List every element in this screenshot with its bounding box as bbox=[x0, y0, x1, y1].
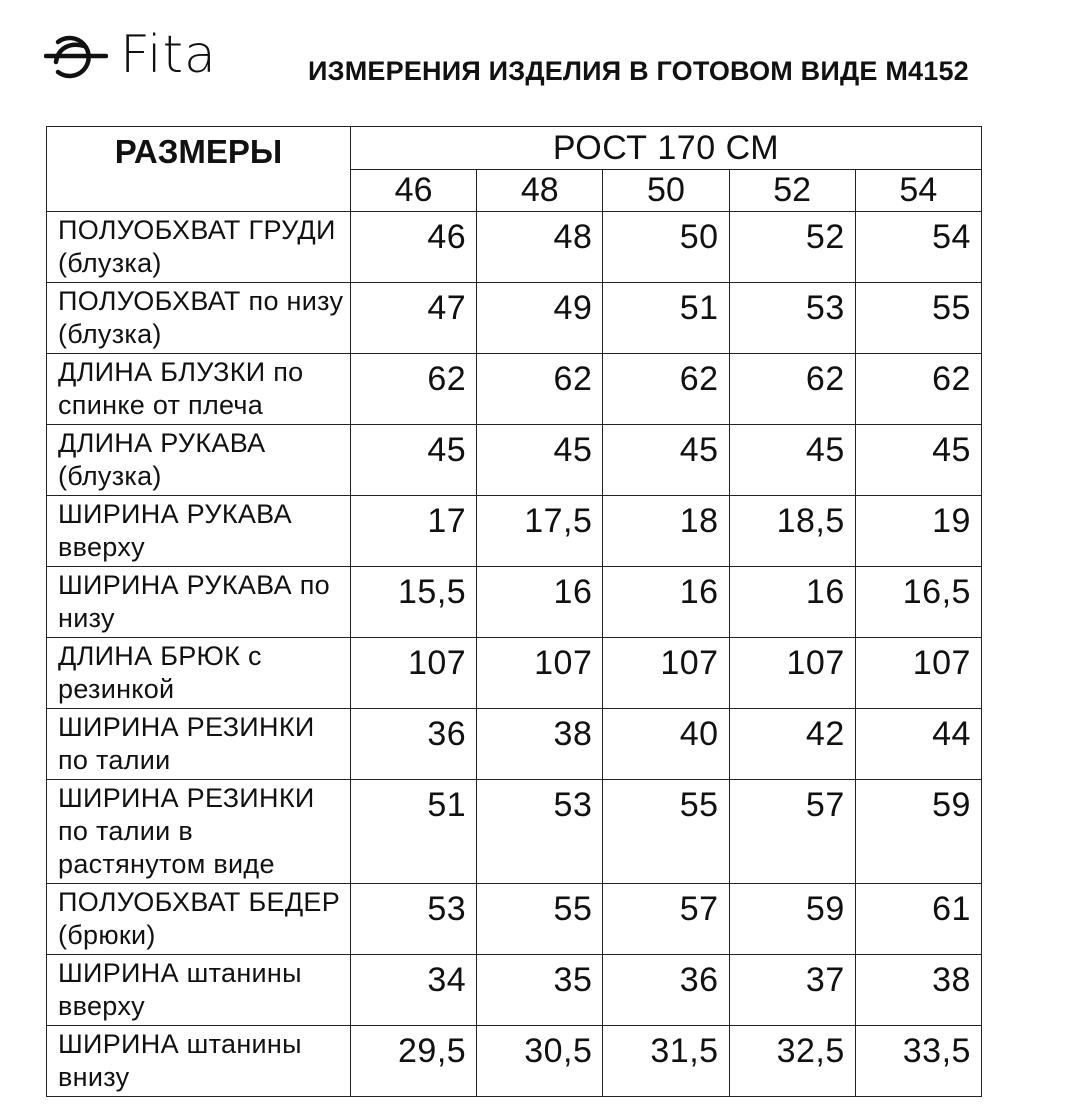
measurement-value: 17 bbox=[351, 496, 477, 567]
measurement-value: 29,5 bbox=[351, 1026, 477, 1097]
measurement-value: 48 bbox=[477, 212, 603, 283]
measurement-label: ПОЛУОБХВАТ БЕДЕР (брюки) bbox=[47, 884, 351, 955]
measurement-value: 59 bbox=[855, 780, 981, 884]
measurement-value: 57 bbox=[603, 884, 729, 955]
measurements-table bbox=[46, 126, 982, 1097]
measurement-value: 45 bbox=[729, 425, 855, 496]
measurement-value: 51 bbox=[351, 780, 477, 884]
table-row bbox=[47, 709, 982, 780]
size-header-cell: 46 bbox=[351, 170, 477, 212]
measurement-value: 59 bbox=[729, 884, 855, 955]
measurement-value: 19 bbox=[855, 496, 981, 567]
measurement-label: ПОЛУОБХВАТ ГРУДИ (блузка) bbox=[47, 212, 351, 283]
measurement-value: 54 bbox=[855, 212, 981, 283]
sizes-header: РАЗМЕРЫ bbox=[47, 127, 351, 212]
measurement-value: 17,5 bbox=[477, 496, 603, 567]
table-row bbox=[47, 1026, 982, 1097]
measurement-value: 53 bbox=[729, 283, 855, 354]
brand-logo bbox=[44, 22, 217, 88]
measurement-label: ДЛИНА БЛУЗКИ по спинке от плеча bbox=[47, 354, 351, 425]
measurement-value: 33,5 bbox=[855, 1026, 981, 1097]
measurement-value: 107 bbox=[729, 638, 855, 709]
measurement-value: 62 bbox=[603, 354, 729, 425]
measurement-value: 40 bbox=[603, 709, 729, 780]
measurement-value: 34 bbox=[351, 955, 477, 1026]
measurement-value: 55 bbox=[855, 283, 981, 354]
measurement-value: 44 bbox=[855, 709, 981, 780]
brand-name: Fita bbox=[120, 25, 217, 85]
measurement-value: 31,5 bbox=[603, 1026, 729, 1097]
measurement-value: 107 bbox=[603, 638, 729, 709]
measurement-value: 42 bbox=[729, 709, 855, 780]
measurement-label: ШИРИНА штанины вверху bbox=[47, 955, 351, 1026]
measurement-value: 107 bbox=[477, 638, 603, 709]
measurement-value: 16 bbox=[729, 567, 855, 638]
measurement-value: 45 bbox=[855, 425, 981, 496]
measurement-label: ШИРИНА штанины внизу bbox=[47, 1026, 351, 1097]
measurement-value: 18 bbox=[603, 496, 729, 567]
measurement-value: 62 bbox=[351, 354, 477, 425]
measurement-label: ШИРИНА РЕЗИНКИ по талии bbox=[47, 709, 351, 780]
measurement-value: 32,5 bbox=[729, 1026, 855, 1097]
measurement-value: 16 bbox=[603, 567, 729, 638]
measurement-label: ПОЛУОБХВАТ по низу (блузка) bbox=[47, 283, 351, 354]
measurement-value: 62 bbox=[477, 354, 603, 425]
table-body bbox=[47, 212, 982, 1097]
table-row bbox=[47, 425, 982, 496]
measurement-label: ДЛИНА РУКАВА (блузка) bbox=[47, 425, 351, 496]
measurement-value: 45 bbox=[477, 425, 603, 496]
table-row bbox=[47, 496, 982, 567]
measurement-value: 30,5 bbox=[477, 1026, 603, 1097]
measurement-value: 53 bbox=[351, 884, 477, 955]
measurement-value: 52 bbox=[729, 212, 855, 283]
size-header-cell: 54 bbox=[855, 170, 981, 212]
table-row bbox=[47, 955, 982, 1026]
table-row bbox=[47, 567, 982, 638]
measurement-value: 45 bbox=[603, 425, 729, 496]
measurement-value: 35 bbox=[477, 955, 603, 1026]
measurement-value: 45 bbox=[351, 425, 477, 496]
document-title: ИЗМЕРЕНИЯ ИЗДЕЛИЯ В ГОТОВОМ ВИДЕ М4152 bbox=[308, 56, 969, 86]
measurement-value: 36 bbox=[351, 709, 477, 780]
size-header-cell: 50 bbox=[603, 170, 729, 212]
measurement-value: 36 bbox=[603, 955, 729, 1026]
measurement-value: 38 bbox=[855, 955, 981, 1026]
measurement-value: 61 bbox=[855, 884, 981, 955]
measurement-value: 55 bbox=[477, 884, 603, 955]
height-header: РОСТ 170 СМ bbox=[351, 127, 982, 170]
measurement-value: 50 bbox=[603, 212, 729, 283]
measurement-value: 15,5 bbox=[351, 567, 477, 638]
table-row bbox=[47, 354, 982, 425]
measurement-value: 51 bbox=[603, 283, 729, 354]
measurement-value: 53 bbox=[477, 780, 603, 884]
table-row bbox=[47, 780, 982, 884]
measurement-value: 107 bbox=[855, 638, 981, 709]
measurement-value: 37 bbox=[729, 955, 855, 1026]
measurement-value: 16,5 bbox=[855, 567, 981, 638]
measurement-value: 38 bbox=[477, 709, 603, 780]
measurement-label: ШИРИНА РУКАВА вверху bbox=[47, 496, 351, 567]
measurement-label: ШИРИНА РЕЗИНКИ по талии в растянутом виде bbox=[47, 780, 351, 884]
measurement-value: 46 bbox=[351, 212, 477, 283]
measurement-value: 62 bbox=[855, 354, 981, 425]
measurement-value: 107 bbox=[351, 638, 477, 709]
measurement-value: 57 bbox=[729, 780, 855, 884]
table-row bbox=[47, 283, 982, 354]
table-header-row bbox=[47, 127, 982, 170]
measurement-label: ДЛИНА БРЮК с резинкой bbox=[47, 638, 351, 709]
measurement-value: 18,5 bbox=[729, 496, 855, 567]
table-row bbox=[47, 884, 982, 955]
size-header-cell: 48 bbox=[477, 170, 603, 212]
measurement-value: 47 bbox=[351, 283, 477, 354]
measurement-value: 62 bbox=[729, 354, 855, 425]
measurement-value: 16 bbox=[477, 567, 603, 638]
measurement-value: 49 bbox=[477, 283, 603, 354]
measurement-label: ШИРИНА РУКАВА по низу bbox=[47, 567, 351, 638]
fita-logo-icon bbox=[44, 22, 108, 88]
measurement-value: 55 bbox=[603, 780, 729, 884]
table-row bbox=[47, 212, 982, 283]
size-header-cell: 52 bbox=[729, 170, 855, 212]
table-row bbox=[47, 638, 982, 709]
